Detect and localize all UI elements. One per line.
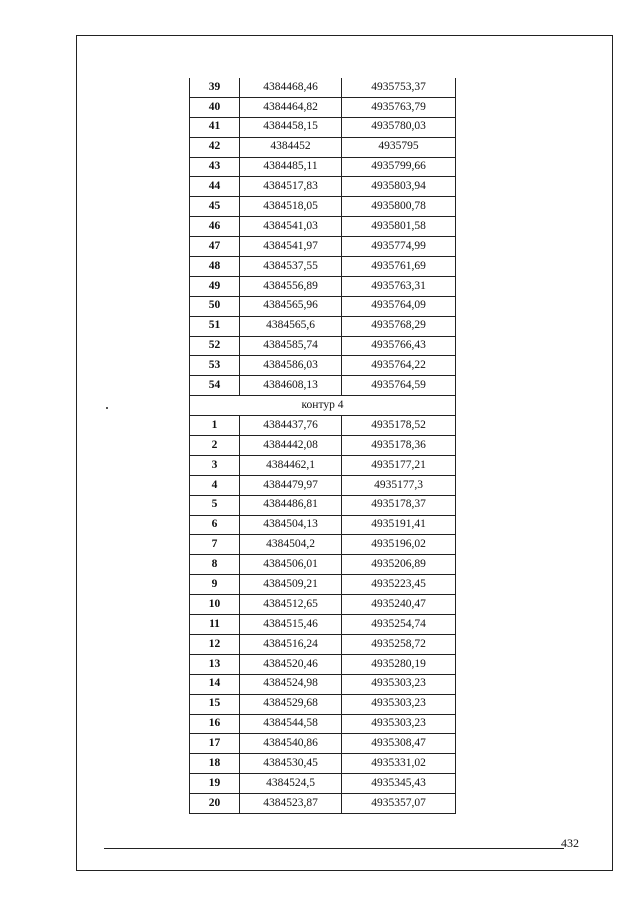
- y-coordinate-cell: 4935799,66: [342, 157, 456, 177]
- y-coordinate-cell: 4935763,31: [342, 276, 456, 296]
- x-coordinate-cell: 4384518,05: [240, 197, 342, 217]
- table-row: [190, 237, 456, 257]
- table-row: [190, 276, 456, 296]
- x-coordinate-cell: 4384486,81: [240, 495, 342, 515]
- y-coordinate-cell: 4935764,59: [342, 376, 456, 396]
- point-number-cell: 10: [190, 595, 240, 615]
- y-coordinate-cell: 4935178,37: [342, 495, 456, 515]
- point-number-cell: 48: [190, 257, 240, 277]
- point-number-cell: 12: [190, 634, 240, 654]
- table-row: [190, 436, 456, 456]
- x-coordinate-cell: 4384520,46: [240, 654, 342, 674]
- table-row: [190, 734, 456, 754]
- y-coordinate-cell: 4935753,37: [342, 78, 456, 97]
- x-coordinate-cell: 4384544,58: [240, 714, 342, 734]
- y-coordinate-cell: 4935766,43: [342, 336, 456, 356]
- point-number-cell: 2: [190, 436, 240, 456]
- point-number-cell: 20: [190, 794, 240, 814]
- y-coordinate-cell: 4935177,3: [342, 475, 456, 495]
- table-row: [190, 117, 456, 137]
- table-row: [190, 137, 456, 157]
- table-row: [190, 316, 456, 336]
- table-row: [190, 78, 456, 97]
- point-number-cell: 11: [190, 615, 240, 635]
- x-coordinate-cell: 4384485,11: [240, 157, 342, 177]
- table-row: [190, 714, 456, 734]
- y-coordinate-cell: 4935331,02: [342, 754, 456, 774]
- y-coordinate-cell: 4935240,47: [342, 595, 456, 615]
- table-row: [190, 217, 456, 237]
- table-row: [190, 416, 456, 436]
- y-coordinate-cell: 4935303,23: [342, 694, 456, 714]
- point-number-cell: 19: [190, 774, 240, 794]
- point-number-cell: 5: [190, 495, 240, 515]
- x-coordinate-cell: 4384608,13: [240, 376, 342, 396]
- x-coordinate-cell: 4384541,03: [240, 217, 342, 237]
- table-row: [190, 177, 456, 197]
- point-number-cell: 16: [190, 714, 240, 734]
- point-number-cell: 47: [190, 237, 240, 257]
- table-row: [190, 495, 456, 515]
- y-coordinate-cell: 4935280,19: [342, 654, 456, 674]
- table-row: [190, 455, 456, 475]
- point-number-cell: 13: [190, 654, 240, 674]
- point-number-cell: 4: [190, 475, 240, 495]
- x-coordinate-cell: 4384442,08: [240, 436, 342, 456]
- x-coordinate-cell: 4384462,1: [240, 455, 342, 475]
- x-coordinate-cell: 4384516,24: [240, 634, 342, 654]
- y-coordinate-cell: 4935303,23: [342, 674, 456, 694]
- table-row: [190, 296, 456, 316]
- table-row: [190, 336, 456, 356]
- table-row: [190, 535, 456, 555]
- table-row: [190, 376, 456, 396]
- table-row: [190, 794, 456, 814]
- point-number-cell: 17: [190, 734, 240, 754]
- x-coordinate-cell: 4384523,87: [240, 794, 342, 814]
- point-number-cell: 40: [190, 97, 240, 117]
- x-coordinate-cell: 4384512,65: [240, 595, 342, 615]
- point-number-cell: 46: [190, 217, 240, 237]
- x-coordinate-cell: 4384529,68: [240, 694, 342, 714]
- page-number: 432: [561, 836, 579, 850]
- y-coordinate-cell: 4935780,03: [342, 117, 456, 137]
- x-coordinate-cell: 4384585,74: [240, 336, 342, 356]
- table-row: [190, 575, 456, 595]
- point-number-cell: 9: [190, 575, 240, 595]
- point-number-cell: 15: [190, 694, 240, 714]
- table-row: [190, 615, 456, 635]
- x-coordinate-cell: 4384464,82: [240, 97, 342, 117]
- coordinates-table-body: [190, 78, 456, 813]
- x-coordinate-cell: 4384458,15: [240, 117, 342, 137]
- point-number-cell: 6: [190, 515, 240, 535]
- point-number-cell: 43: [190, 157, 240, 177]
- y-coordinate-cell: 4935206,89: [342, 555, 456, 575]
- table-row: [190, 674, 456, 694]
- point-number-cell: 3: [190, 455, 240, 475]
- table-row: [190, 257, 456, 277]
- point-number-cell: 7: [190, 535, 240, 555]
- y-coordinate-cell: 4935764,09: [342, 296, 456, 316]
- coordinates-table: [189, 78, 456, 814]
- x-coordinate-cell: 4384517,83: [240, 177, 342, 197]
- point-number-cell: 39: [190, 78, 240, 97]
- x-coordinate-cell: 4384515,46: [240, 615, 342, 635]
- x-coordinate-cell: 4384556,89: [240, 276, 342, 296]
- y-coordinate-cell: 4935761,69: [342, 257, 456, 277]
- table-row: [190, 634, 456, 654]
- y-coordinate-cell: 4935258,72: [342, 634, 456, 654]
- y-coordinate-cell: 4935774,99: [342, 237, 456, 257]
- point-number-cell: 50: [190, 296, 240, 316]
- section-row: [190, 396, 456, 416]
- table-row: [190, 654, 456, 674]
- point-number-cell: 41: [190, 117, 240, 137]
- x-coordinate-cell: 4384468,46: [240, 78, 342, 97]
- table-row: [190, 356, 456, 376]
- point-number-cell: 1: [190, 416, 240, 436]
- point-number-cell: 44: [190, 177, 240, 197]
- y-coordinate-cell: 4935803,94: [342, 177, 456, 197]
- x-coordinate-cell: 4384524,98: [240, 674, 342, 694]
- y-coordinate-cell: 4935768,29: [342, 316, 456, 336]
- x-coordinate-cell: 4384504,13: [240, 515, 342, 535]
- x-coordinate-cell: 4384509,21: [240, 575, 342, 595]
- y-coordinate-cell: 4935191,41: [342, 515, 456, 535]
- point-number-cell: 18: [190, 754, 240, 774]
- scan-speck: [106, 407, 108, 409]
- y-coordinate-cell: 4935308,47: [342, 734, 456, 754]
- table-row: [190, 475, 456, 495]
- table-row: [190, 515, 456, 535]
- x-coordinate-cell: 4384586,03: [240, 356, 342, 376]
- table-row: [190, 157, 456, 177]
- point-number-cell: 14: [190, 674, 240, 694]
- y-coordinate-cell: 4935795: [342, 137, 456, 157]
- point-number-cell: 54: [190, 376, 240, 396]
- y-coordinate-cell: 4935254,74: [342, 615, 456, 635]
- x-coordinate-cell: 4384479,97: [240, 475, 342, 495]
- y-coordinate-cell: 4935764,22: [342, 356, 456, 376]
- x-coordinate-cell: 4384540,86: [240, 734, 342, 754]
- y-coordinate-cell: 4935177,21: [342, 455, 456, 475]
- table-row: [190, 694, 456, 714]
- y-coordinate-cell: 4935801,58: [342, 217, 456, 237]
- y-coordinate-cell: 4935303,23: [342, 714, 456, 734]
- x-coordinate-cell: 4384537,55: [240, 257, 342, 277]
- y-coordinate-cell: 4935223,45: [342, 575, 456, 595]
- x-coordinate-cell: 4384565,96: [240, 296, 342, 316]
- point-number-cell: 42: [190, 137, 240, 157]
- point-number-cell: 45: [190, 197, 240, 217]
- x-coordinate-cell: 4384530,45: [240, 754, 342, 774]
- table-row: [190, 197, 456, 217]
- point-number-cell: 52: [190, 336, 240, 356]
- table-row: [190, 595, 456, 615]
- point-number-cell: 51: [190, 316, 240, 336]
- footer-rule: [104, 848, 564, 849]
- x-coordinate-cell: 4384541,97: [240, 237, 342, 257]
- x-coordinate-cell: 4384565,6: [240, 316, 342, 336]
- y-coordinate-cell: 4935178,52: [342, 416, 456, 436]
- x-coordinate-cell: 4384437,76: [240, 416, 342, 436]
- y-coordinate-cell: 4935800,78: [342, 197, 456, 217]
- x-coordinate-cell: 4384504,2: [240, 535, 342, 555]
- y-coordinate-cell: 4935178,36: [342, 436, 456, 456]
- point-number-cell: 53: [190, 356, 240, 376]
- x-coordinate-cell: 4384452: [240, 137, 342, 157]
- table-row: [190, 754, 456, 774]
- table-row: [190, 774, 456, 794]
- x-coordinate-cell: 4384524,5: [240, 774, 342, 794]
- y-coordinate-cell: 4935196,02: [342, 535, 456, 555]
- table-row: [190, 97, 456, 117]
- point-number-cell: 8: [190, 555, 240, 575]
- point-number-cell: 49: [190, 276, 240, 296]
- x-coordinate-cell: 4384506,01: [240, 555, 342, 575]
- table-row: [190, 555, 456, 575]
- y-coordinate-cell: 4935763,79: [342, 97, 456, 117]
- y-coordinate-cell: 4935345,43: [342, 774, 456, 794]
- y-coordinate-cell: 4935357,07: [342, 794, 456, 814]
- section-title: контур 4: [190, 396, 456, 416]
